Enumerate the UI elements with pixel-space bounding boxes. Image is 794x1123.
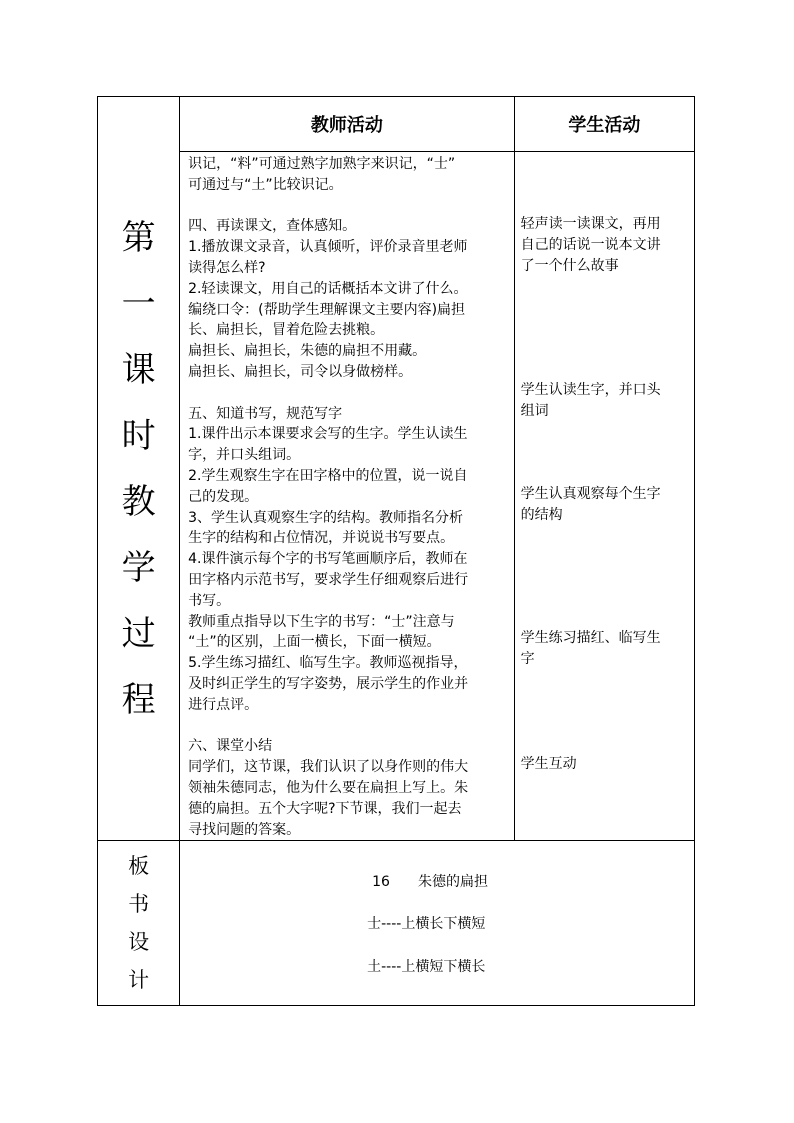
board-design-label-cell <box>98 841 180 1006</box>
board-design-content <box>180 841 695 1006</box>
teacher-line: 同学们，这节课，我们认识了以身作则的伟大 <box>188 759 469 776</box>
teacher-line: 2.轻读课文，用自己的话概括本文讲了什么。 <box>188 280 468 297</box>
student-note-line: 学生认真观察每个生字 <box>520 486 661 502</box>
student-note-line: 字 <box>520 650 535 667</box>
teacher-line: 四、再读课文，查体感知。 <box>188 218 357 235</box>
teacher-line: 寻找问题的答案。 <box>188 821 301 838</box>
student-note <box>521 380 688 422</box>
board-line-tu: 土----上横短下横长 <box>367 959 486 976</box>
board-label-char: 板 <box>128 854 150 879</box>
teacher-line: 3、学生认真观察生字的结构。教师指名分析 <box>188 509 464 526</box>
teacher-line: 识记，“料”可通过熟字加熟字来识记，“士” <box>188 156 456 172</box>
teacher-line: 六、课堂小结 <box>188 738 273 755</box>
lesson-number: 16 <box>372 874 390 891</box>
board-line-shi: 士----上横长下横短 <box>367 916 486 933</box>
lesson-plan-table <box>97 96 695 1006</box>
side-title-char: 一 <box>121 283 156 324</box>
teacher-line: 及时纠正学生的写字姿势，展示学生的作业并 <box>188 675 469 692</box>
teacher-line: 教师重点指导以下生字的书写：“士”注意与 <box>188 613 455 630</box>
board-label-char: 计 <box>128 968 150 993</box>
side-title-cell <box>98 97 180 841</box>
teacher-line: 5.学生练习描红、临写生字。教师巡视指导， <box>188 655 468 672</box>
blank-line <box>188 716 506 737</box>
side-title-char: 过 <box>121 613 156 654</box>
side-title-char: 课 <box>121 349 156 390</box>
side-title-char: 第 <box>121 217 156 258</box>
header-row <box>98 97 695 152</box>
teacher-line: 进行点评。 <box>188 696 259 713</box>
student-note-line: 学生认读生字，并口头 <box>520 382 661 398</box>
student-note <box>521 628 688 670</box>
teacher-line: 扁担长、扁担长，司令以身做榜样。 <box>188 363 413 380</box>
teacher-line: 长、扁担长，冒着危险去挑粮。 <box>188 322 385 339</box>
teacher-line: 扁担长、扁担长，朱德的扁担不用藏。 <box>188 343 427 360</box>
board-label-char: 设 <box>128 930 150 955</box>
teacher-line: 德的扁担。五个大字呢?下节课，我们一起去 <box>188 800 462 817</box>
teacher-line: 领袖朱德同志，他为什么要在扁担上写上。朱 <box>188 779 469 796</box>
side-title-char: 程 <box>121 679 156 720</box>
teacher-line: “土”的区别，上面一横长，下面一横短。 <box>188 634 441 651</box>
side-title-char: 时 <box>121 415 156 456</box>
teacher-line: 字，并口头组词。 <box>188 447 301 464</box>
board-label-char: 书 <box>128 892 150 917</box>
student-note-line: 组词 <box>520 402 549 419</box>
process-row <box>98 152 695 841</box>
lesson-title: 朱德的扁担 <box>417 874 488 891</box>
student-note <box>521 214 688 276</box>
teacher-line: 1.播放课文录音，认真倾听，评价录音里老师 <box>188 239 468 256</box>
student-note-line: 轻声读一读课文，再用 <box>520 216 661 232</box>
student-note-line: 了一个什么故事 <box>520 257 619 274</box>
teacher-line: 4.课件演示每个字的书写笔画顺序后，教师在 <box>188 551 468 568</box>
teacher-line: 田字格内示范书写，要求学生仔细观察后进行 <box>188 571 469 588</box>
student-note-line: 的结构 <box>520 506 563 523</box>
board-design-label <box>98 847 179 999</box>
teacher-line: 书写。 <box>188 592 231 609</box>
side-title <box>98 205 179 733</box>
blank-line <box>188 196 506 217</box>
student-note <box>521 754 688 775</box>
board-title <box>372 871 488 891</box>
teacher-line: 五、知道书写，规范写字 <box>188 405 343 422</box>
student-note <box>521 484 688 526</box>
student-note-line: 学生练习描红、临写生 <box>520 630 661 646</box>
student-activity-header: 学生活动 <box>514 97 694 152</box>
teacher-line: 可通过与“土”比较识记。 <box>188 176 343 193</box>
side-title-char: 学 <box>121 547 156 588</box>
teacher-activity-content <box>180 152 515 841</box>
teacher-line: 编绕口令：(帮助学生理解课文主要内容)扁担 <box>188 301 466 318</box>
board-row <box>98 841 695 1006</box>
student-note-line: 学生互动 <box>520 756 577 772</box>
blank-line <box>188 383 506 404</box>
student-activity-content <box>514 152 694 841</box>
teacher-line: 1.课件出示本课要求会写的生字。学生认读生 <box>188 426 468 443</box>
side-title-char: 教 <box>121 481 156 522</box>
teacher-line: 生字的结构和占位情况，并说说书写要点。 <box>188 530 455 547</box>
student-note-line: 自己的话说一说本文讲 <box>520 236 661 253</box>
teacher-line: 读得怎么样? <box>188 259 266 276</box>
teacher-activity-header: 教师活动 <box>180 97 515 152</box>
teacher-line: 己的发现。 <box>188 488 259 505</box>
teacher-line: 2.学生观察生字在田字格中的位置，说一说自 <box>188 467 468 484</box>
